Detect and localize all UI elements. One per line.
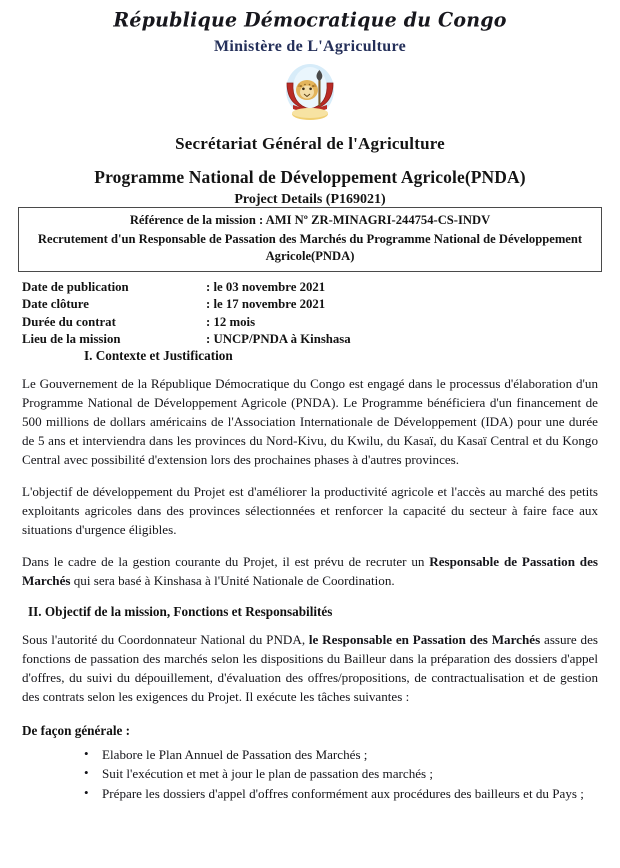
paragraph-contexte-3: [22, 553, 598, 591]
info-label: Lieu de la mission: [22, 332, 121, 347]
paragraph-contexte-1: Le Gouvernement de la République Démocratique du Congo est engagé dans le processus d'élaboration d'un Programme National de Développement Agricole (PNDA). Le Programme bénéficiera d'un financement de 500 millions de dollars américains de l'Association Internationale de Développement (IDA) pour une durée de 5 ans et interviendra dans les provinces du Nord-Kivu, du Kwilu, du Kasaï, du Kasaï Central et du Kongo Central avec possibilité d'extension lors des prochaines phases à d'autres provinces.: [22, 376, 598, 467]
republic-title: République Démocratique du Congo: [113, 8, 507, 32]
info-label: Date de publication: [22, 280, 129, 294]
project-details-line: Project Details (P169021): [234, 191, 386, 207]
paragraph-contexte-3-before: Dans le cadre de la gestion courante du Projet, il est prévu de recruter un: [22, 553, 430, 569]
section-heading-contexte: I. Contexte et Justification: [84, 348, 233, 363]
paragraph-contexte-3-after: qui sera basé à Kinshasa à l'Unité Nationale de Coordination.: [70, 572, 395, 588]
info-label: Date clôture: [22, 297, 89, 312]
masthead: [0, 0, 620, 124]
info-value: : UNCP/PNDA à Kinshasa: [206, 332, 351, 347]
mission-info-list: [22, 279, 442, 349]
mission-reference-line: Référence de la mission : AMI Nº ZR-MINAGRI-244754-CS-INDV: [129, 213, 491, 227]
paragraph-contexte-2: L'objectif de développement du Projet est d'améliorer la productivité agricole et l'accès au marché des petits exploitants agricoles dans des provinces sélectionnées et renforcer la capacité du secteur à faire face aux situations d'urgence éligibles.: [22, 483, 598, 537]
info-row: [22, 314, 442, 331]
ministry-title: Ministère de L'Agriculture: [213, 37, 407, 55]
info-value: : le 17 novembre 2021: [206, 297, 326, 312]
info-value: : 12 mois: [206, 314, 256, 329]
list-item: • Prépare les dossiers d'appel d'offres conformément aux procédures des bailleurs et du Pays ;: [84, 785, 598, 804]
info-label: Durée du contrat: [22, 314, 116, 329]
coat-of-arms-icon: [267, 62, 353, 124]
title-block: [0, 134, 620, 208]
subheading-de-facon-generale: De façon générale :: [22, 722, 131, 738]
paragraph-objectif-1: [22, 631, 598, 707]
paragraph-objectif-1-before: Sous l'autorité du Coordonnateur National du PNDA,: [22, 631, 309, 647]
mission-title-line: Recrutement d'un Responsable de Passation des Marchés du Programme National de Développement Agricole(PNDA): [37, 232, 583, 263]
info-row: [22, 331, 442, 348]
secretariat-title: Secrétariat Général de l'Agriculture: [175, 133, 445, 153]
document-body: [22, 348, 598, 805]
paragraph-contexte-3-bold: Responsable de Passation des Marchés: [22, 553, 598, 588]
info-row: [22, 296, 442, 313]
section-heading-objectif: II. Objectif de la mission, Fonctions et Responsabilités: [28, 603, 333, 619]
list-item: • Elabore le Plan Annuel de Passation des Marchés ;: [84, 746, 598, 765]
info-row: [22, 279, 442, 296]
programme-title: Programme National de Développement Agricole(PNDA): [94, 166, 526, 187]
mission-reference-box: [18, 207, 602, 272]
list-item: • Suit l'exécution et met à jour le plan de passation des marchés ;: [84, 765, 598, 784]
info-value: : le 03 novembre 2021: [206, 280, 326, 294]
paragraph-objectif-1-bold: le Responsable en Passation des Marchés: [308, 631, 541, 647]
tasks-list: [22, 746, 598, 804]
paragraph-objectif-1-after: assure des fonctions de passation des marchés selon les dispositions du Bailleur dans la préparation des dossiers d'appel d'offres, du suivi du dépouillement, d'évaluation des offres/propositions, de contractualisation et de gestion des contrats selon les exigences du Projet. Il exécute les tâches suivantes :: [22, 631, 598, 704]
